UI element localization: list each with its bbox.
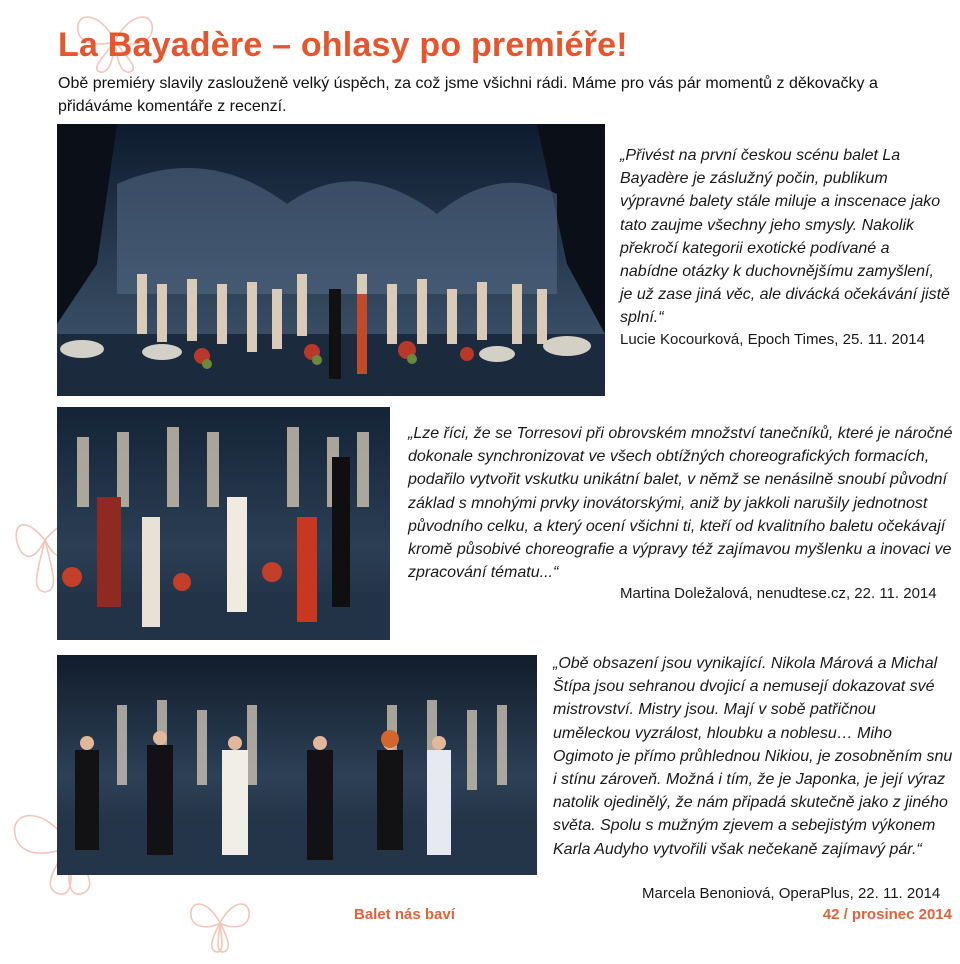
review-author-3: Marcela Benoniová, OperaPlus, 22. 11. 2014 xyxy=(642,885,941,902)
review-author-1: Lucie Kocourková, Epoch Times, 25. 11. 2014 xyxy=(620,331,925,348)
review-author-2: Martina Doležalová, nenudtese.cz, 22. 11. 2014 xyxy=(620,585,937,602)
intro-paragraph: Obě premiéry slavily zaslouženě velký úspěch, za což jsme všichni rádi. Máme pro vás pár momentů z děkovačky a přidáváme komentáře z recenzí. xyxy=(58,75,878,115)
footer-page-number: 42 / prosinec 2014 xyxy=(822,906,952,923)
stage-photo-soloists xyxy=(57,407,390,640)
review-quote-3: „Obě obsazení jsou vynikající. Nikola Márová a Michal Štípa jsou sehranou dvojicí a nemusejí dokazovat své mistrovství. Mistry jsou. Mají v sobě patřičnou uměleckou vyzrálost, hloubku a noblesu… Miho Ogimoto je přímo průhlednou Nikiou, je zosobněním snu i stínu zároveň. Možná i tím, že je Japonka, je její výraz natolik ojedinělý, že nám připadá skutečně jako z jiného světa. Spolu s mužným zjevem a sebejistým výkonem Karla Audyho vytvořili však nečekaně zajímavý pár.“ xyxy=(553,655,953,858)
page-title: La Bayadère – ohlasy po premiéře! xyxy=(58,26,628,64)
review-quote-2: „Lze říci, že se Torresovi při obrovském množství tanečníků, které je náročné dokonale synchronizovat ve všech obtížných choreografických formacích, podařilo vytvořit vskutku unikátní balet, v němž se nenásilně snoubí původní základ s mnohými prvky inovátorskými, aniž by jakkoli narušily jednotnost původního celku, a který ocení všichni ti, kteří od kvalitního baletu očekávají kromě působivé choreografie a výpravy též zajímavou myšlenku a inovaci ve zpracování tématu...“ xyxy=(408,425,953,582)
footer-magazine-name: Balet nás baví xyxy=(354,906,455,923)
butterfly-decoration-icon xyxy=(185,888,255,958)
review-quote-1: „Přivést na první českou scénu balet La Bayadère je záslužný počin, publikum výpravné balety stále miluje a inscenace jako tato zaujme všechny jeho smysly. Nakolik překročí kategorii exotické podívané a nabídne otázky k duchovnějšímu zamyšlení, je už zase jiná věc, ale divácká očekávání jistě splní.“ xyxy=(620,147,950,327)
stage-photo-curtain-call-wide xyxy=(57,124,605,396)
stage-photo-creative-team xyxy=(57,655,537,875)
